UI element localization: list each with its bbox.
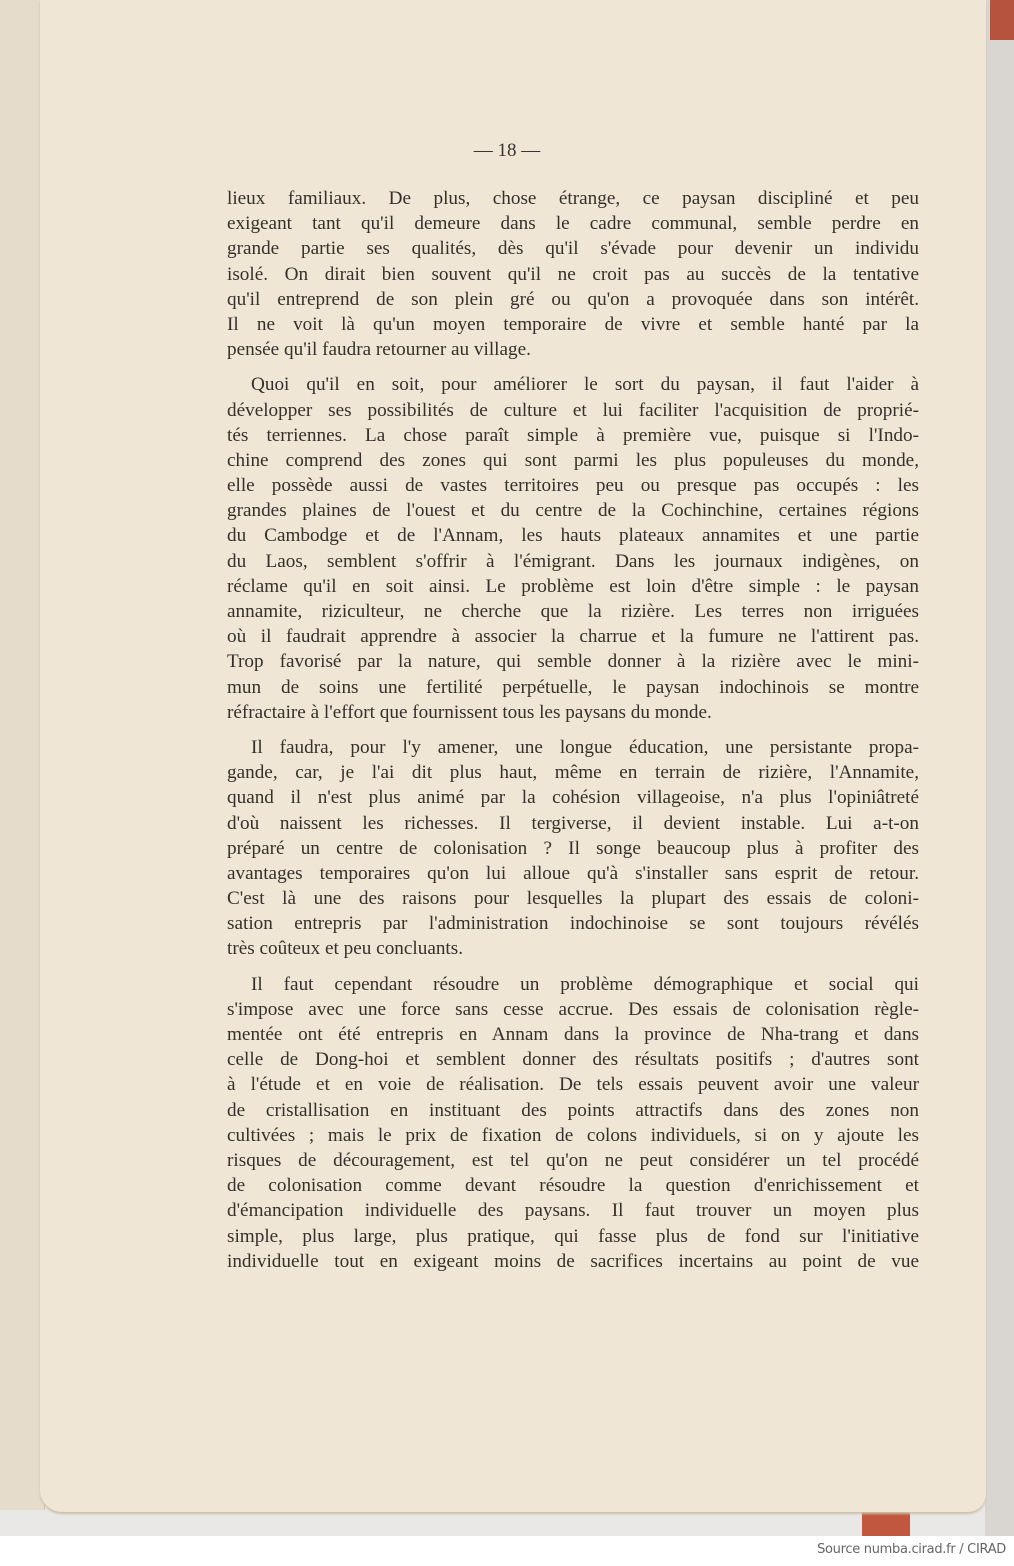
text-line: d'où naissent les richesses. Il tergiverse, il devient instable. Lui a-t-on <box>227 812 919 834</box>
text-line: s'impose avec une force sans cesse accrue. Des essais de colonisation règle- <box>227 998 919 1020</box>
binding-edge-bottom <box>862 1510 910 1536</box>
text-line: du Laos, semblent s'offrir à l'émigrant. Dans les journaux indigènes, on <box>227 550 919 572</box>
text-line: celle de Dong-hoi et semblent donner des résultats positifs ; d'autres sont <box>227 1049 919 1071</box>
text-line: Trop favorisé par la nature, qui semble donner à la rizière avec le mini- <box>227 651 919 673</box>
binding-edge <box>990 0 1014 40</box>
text-line: avantages temporaires qu'on lui alloue qu'à s'installer sans esprit de retour. <box>227 862 919 884</box>
text-line: C'est là une des raisons pour lesquelles la plupart des essais de coloni- <box>227 888 919 910</box>
text-line: où il faudrait apprendre à associer la charrue et la fumure ne l'attirent pas. <box>227 626 919 648</box>
source-credit: Source numba.cirad.fr / CIRAD <box>817 1542 1006 1557</box>
text-line: lieux familiaux. De plus, chose étrange, ce paysan discipliné et peu <box>227 188 919 209</box>
text-line: chine comprend des zones qui sont parmi les plus populeuses du monde, <box>227 449 919 471</box>
text-line: très coûteux et peu concluants. <box>227 938 464 960</box>
page-number: — 18 — <box>473 140 541 161</box>
text-line: développer ses possibilités de culture et lui faciliter l'acquisition de proprié- <box>227 399 919 421</box>
text-line: sation entrepris par l'administration indochinoise se sont toujours révélés <box>227 913 919 935</box>
text-line: qu'il entreprend de son plein gré ou qu'on a provoquée dans son intérêt. <box>227 288 919 310</box>
book-edge <box>985 0 1014 1536</box>
text-line: mentée ont été entrepris en Annam dans la province de Nha-trang et dans <box>227 1024 919 1045</box>
text-line: Il ne voit là qu'un moyen temporaire de vivre et semble hanté par la <box>227 313 919 335</box>
text-line: de cristallisation en instituant des points attractifs dans des zones non <box>227 1099 919 1121</box>
text-line: mun de soins une fertilité perpétuelle, le paysan indochinois se montre <box>227 676 919 698</box>
text-line: cultivées ; mais le prix de fixation de colons individuels, si on y ajoute les <box>227 1124 919 1146</box>
text-line: tés terriennes. La chose paraît simple à première vue, puisque si l'Indo- <box>227 424 919 446</box>
text-line: réclame qu'il en soit ainsi. Le problème est loin d'être simple : le paysan <box>227 575 919 597</box>
text-line: annamite, riziculteur, ne cherche que la rizière. Les terres non irriguées <box>227 601 919 622</box>
text-line: individuelle tout en exigeant moins de sacrifices incertains au point de vue <box>227 1250 919 1272</box>
paragraph <box>227 372 919 725</box>
text-line: Quoi qu'il en soit, pour améliorer le sort du paysan, il faut l'aider à <box>251 374 919 396</box>
paragraph <box>227 972 919 1274</box>
paragraph <box>227 186 919 362</box>
text-line: quand il n'est plus animé par la cohésion villageoise, n'a plus l'opiniâtreté <box>227 787 919 809</box>
text-line: Il faudra, pour l'y amener, une longue éducation, une persistante propa- <box>251 736 919 758</box>
text-line: simple, plus large, plus pratique, qui fasse plus de fond sur l'initiative <box>227 1225 919 1247</box>
text-line: grande partie ses qualités, dès qu'il s'évade pour devenir un individu <box>227 238 919 260</box>
text-line: d'émancipation individuelle des paysans. Il faut trouver un moyen plus <box>227 1200 919 1222</box>
text-line: risques de découragement, est tel qu'on ne peut considérer un tel procédé <box>227 1149 919 1171</box>
text-line: à l'étude et en voie de réalisation. De tels essais peuvent avoir une valeur <box>227 1074 919 1096</box>
text-line: grandes plaines de l'ouest et du centre de la Cochinchine, certaines régions <box>227 500 919 522</box>
text-line: gande, car, je l'ai dit plus haut, même en terrain de rizière, l'Annamite, <box>227 762 919 784</box>
text-line: pensée qu'il faudra retourner au village. <box>227 339 531 361</box>
text-line: préparé un centre de colonisation ? Il songe beaucoup plus à profiter des <box>227 837 919 859</box>
paragraph <box>227 735 919 962</box>
text-line: du Cambodge et de l'Annam, les hauts plateaux annamites et une partie <box>227 525 919 547</box>
facing-page-edge <box>0 0 45 1510</box>
text-line: de colonisation comme devant résoudre la question d'enrichissement et <box>227 1175 919 1197</box>
text-line: réfractaire à l'effort que fournissent tous les paysans du monde. <box>227 701 712 723</box>
body-text <box>227 186 919 1284</box>
text-line: isolé. On dirait bien souvent qu'il ne croit pas au succès de la tentative <box>227 263 919 285</box>
text-line: elle possède aussi de vastes territoires peu ou presque pas occupés : les <box>227 475 919 497</box>
text-line: exigeant tant qu'il demeure dans le cadre communal, semble perdre en <box>227 213 919 235</box>
text-line: Il faut cependant résoudre un problème démographique et social qui <box>251 973 919 995</box>
